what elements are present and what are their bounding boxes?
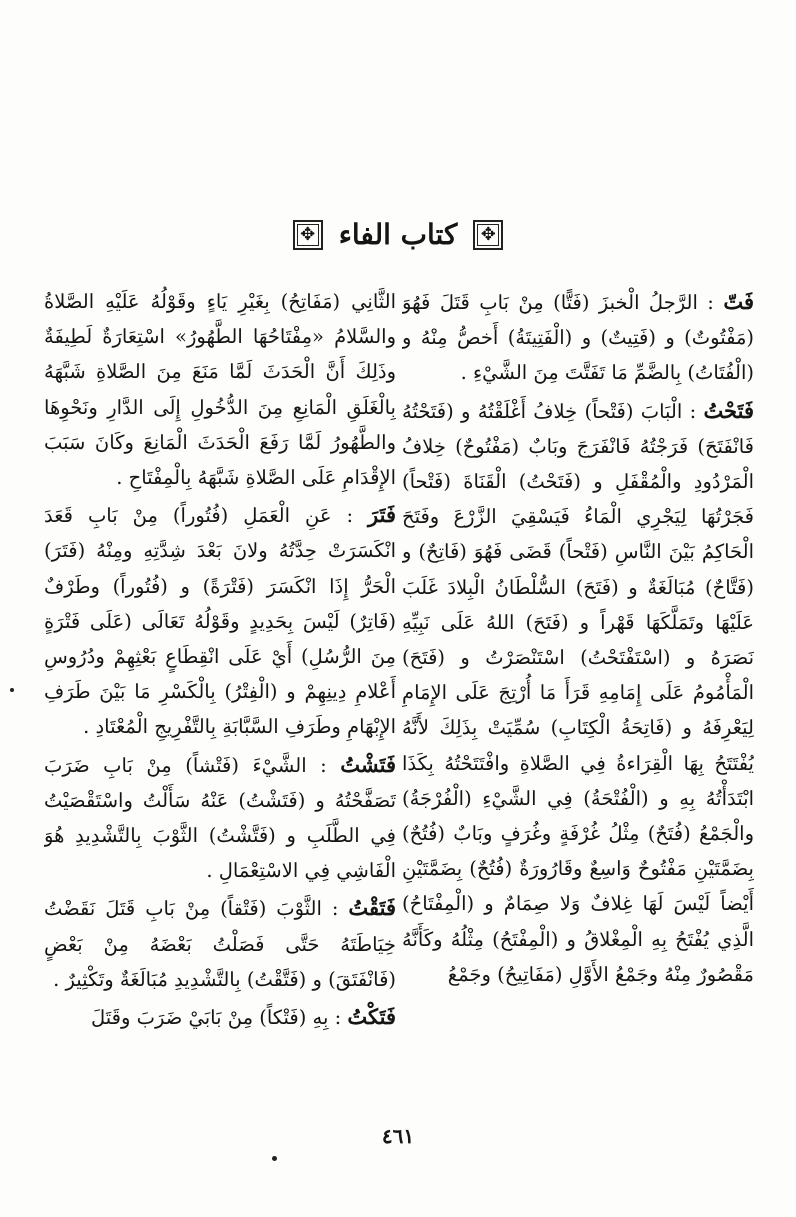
ornament-glyph-right: ✥ — [477, 224, 499, 246]
entry-headword: فَتَقْتُ — [348, 895, 396, 921]
entry-headword: فَتَشْتُ — [340, 751, 396, 777]
right-column — [402, 284, 754, 1114]
chapter-header — [0, 212, 796, 258]
entry-continuation — [44, 284, 396, 495]
chapter-title: كتاب الفاء — [338, 218, 458, 251]
ornament-glyph-left: ✥ — [297, 224, 319, 246]
scan-speck — [10, 688, 14, 692]
entry-headword: فَتَحْتُ — [703, 397, 754, 423]
left-column — [44, 284, 396, 1114]
entry-fatara — [44, 497, 396, 744]
entry-definition: : الثَّوْبَ (فَتْقاً) مِنْ بَابِ قَتَلَ نَقَضْتُ خِيَاطَتَهُ حَتَّى فَصَلْتُ بَعْضَهُ مِنْ بَعْضٍ (فَانْفَتَقَ) و (فَتَّقْتُ) بِالتَّشْدِيدِ مُبَالَغَةٌ وتَكْثِيرٌ . — [44, 897, 396, 991]
page-number: ٤٦١ — [381, 1124, 415, 1148]
entry-headword: فَتَكْتُ — [347, 1004, 396, 1030]
entry-fatt — [402, 284, 754, 391]
entry-headword: فَتّ — [723, 289, 754, 314]
entry-fataktu — [44, 999, 396, 1035]
ornament-icon-right — [473, 220, 503, 250]
scan-speck — [272, 1156, 277, 1161]
entry-fatashtu — [44, 747, 396, 889]
entry-headword: فَتَرَ — [368, 502, 396, 528]
ornament-icon-left — [293, 220, 323, 250]
entry-definition: : الْبَابَ (فَتْحاً) خِلافُ أَغْلَقْتُهُ و (فَتَحْتُهُ فَانْفَتَحَ) فَرَجْتُهُ فَانْفَرَجَ وبَابٌ (مَفْتُوحٌ) خِلافُ الْمَرْدُودِ والْمُقْفَلِ و (فَتَحْتُ) الْقَنَاةَ (فَتْحاً) فَجَرْتُهَا لِيَجْرِي الْمَاءُ فَيَسْقِيَ الزَّرْعَ وفَتَحَ الْحَاكِمُ بَيْنَ النَّاسِ (فَتْحاً) قَضَى فَهُوَ (فَاتِحٌ) و (فَتَّاحٌ) مُبَالَغَةٌ و (فَتَحَ) السُّلْطَانُ الْبِلادَ غَلَبَ عَلَيْهَا وتَمَلَّكَهَا قَهْراً و (فَتَحَ) اللهُ عَلَى نَبِيِّهِ نَصَرَهُ و (اسْتَفْتَحْتُ) اسْتَنْصَرْتُ و (فَتَحَ) الْمَأْمُومُ عَلَى إِمَامِهِ قَرَأَ مَا أُرْتِجَ عَلَى الإِمَامِ لِيَعْرِفَهُ و (فَاتِحَةُ الْكِتَابِ) سُمِّيَتْ بِذَلِكَ لأَنَّهُ يُفْتَتَحُ بِهَا الْقِرَاءةُ فِي الصَّلاةِ وافْتَتَحْتُهُ بِكَذَا ابْتَدَأْتُهُ بِهِ و (الْفُتْحَةُ) فِي الشَّيْءِ (الْفُرْجَةُ) والْجَمْعُ (فُتَحٌ) مِثْلُ غُرْفَةٍ وغُرَفٍ وبَابٌ (فُتُحٌ) بِضَمَّتَيْنِ مَفْتُوحٌ وَاسِعٌ وقَارُورَةٌ (فُتُحٌ) بِضَمَّتَيْنِ أَيْضاً لَيْسَ لَهَا غِلافٌ وَلا صِمَامٌ و (الْمِفْتَاحُ) الَّذِي يُفْتَحُ بِهِ الْمِغْلاقُ و (الْمِفْتَحُ) مِثْلُهُ وكَأَنَّهُ مَقْصُورٌ مِنْهُ وجَمْعُ الأَوَّلِ (مَفَاتِيحُ) وجَمْعُ — [402, 399, 754, 986]
entry-definition: : الشَّيْءَ (فَتْشاً) مِنْ بَابِ ضَرَبَ تَصَفَّحْتُهُ و (فَتَشْتُ) عَنْهُ سَأَلْتُ واسْتَقْصَيْتُ فِي الطَّلَبِ و (فَتَّشْتُ) الثَّوْبَ بِالتَّشْدِيدِ هُوَ الْفَاشِي فِي الاسْتِعْمَالِ . — [44, 753, 396, 883]
entry-fatahtu — [402, 393, 754, 992]
entry-definition: : الرَّجلُ الْخبزَ (فَتًّا) مِنْ بَابِ قَتَلَ فَهُوَ (مَفْتُوتٌ) و (فَتِيتٌ) و (الْفَتِيتَةُ) أَخصُّ مِنْهُ و (الْفُتَاتُ) بِالضَّمِّ مَا تَفَتَّتَ مِنَ الشَّيْءِ . — [402, 291, 754, 385]
entry-definition: : عَنِ الْعَمَلِ (فُتُوراً) مِنْ بَابِ قَعَدَ انْكَسَرَتْ حِدَّتُهُ ولانَ بَعْدَ شِدَّتِهِ ومِنْهُ (فَتَرَ) الْحَرُّ إِذَا انْكَسَرَ (فَتْرَةً) و (فُتُوراً) وطَرْفٌ (فَاتِرٌ) لَيْسَ بِحَدِيدٍ وقَوْلُهُ تَعَالَى (عَلَى فَتْرَةٍ مِنَ الرُّسُلِ) أَيْ عَلَى انْقِطَاعٍ بَعْثِهِمْ ودُرُوسِ أَعْلامِ دِينِهِمْ و (الْفِتْرُ) بِالْكَسْرِ مَا بَيْنَ طَرَفِ الإِبْهَامِ وطَرَفِ السَّبَّابَةِ بِالتَّفْرِيجِ الْمُعْتَادِ . — [44, 504, 396, 739]
entry-definition: : بِهِ (فَتْكاً) مِنْ بَابَيْ ضَرَبَ وقَتَلَ — [91, 1006, 342, 1030]
entry-fataqtu — [44, 890, 396, 997]
entry-definition: الثَّانِي (مَفَاتِحُ) بِغَيْرِ يَاءٍ وقَوْلُهُ عَلَيْهِ الصَّلاةُ والسَّلامُ «مِفْتَاحُهَا الطَّهُورُ» اسْتِعَارَةٌ لَطِيفَةٌ وذَلِكَ أَنَّ الْحَدَثَ لَمَّا مَنَعَ مِنَ الصَّلاةِ شَبَّهَهُ بِالْغَلَقِ الْمَانِعِ مِنَ الدُّخُولِ إِلَى الدَّارِ ونَحْوِهَا والطَّهُورُ لَمَّا رَفَعَ الْحَدَثَ الْمَانِعَ وكَانَ سَبَبَ الإِقْدَامِ عَلَى الصَّلاةِ شَبَّهَهُ بِالْمِفْتَاحِ . — [44, 290, 396, 490]
